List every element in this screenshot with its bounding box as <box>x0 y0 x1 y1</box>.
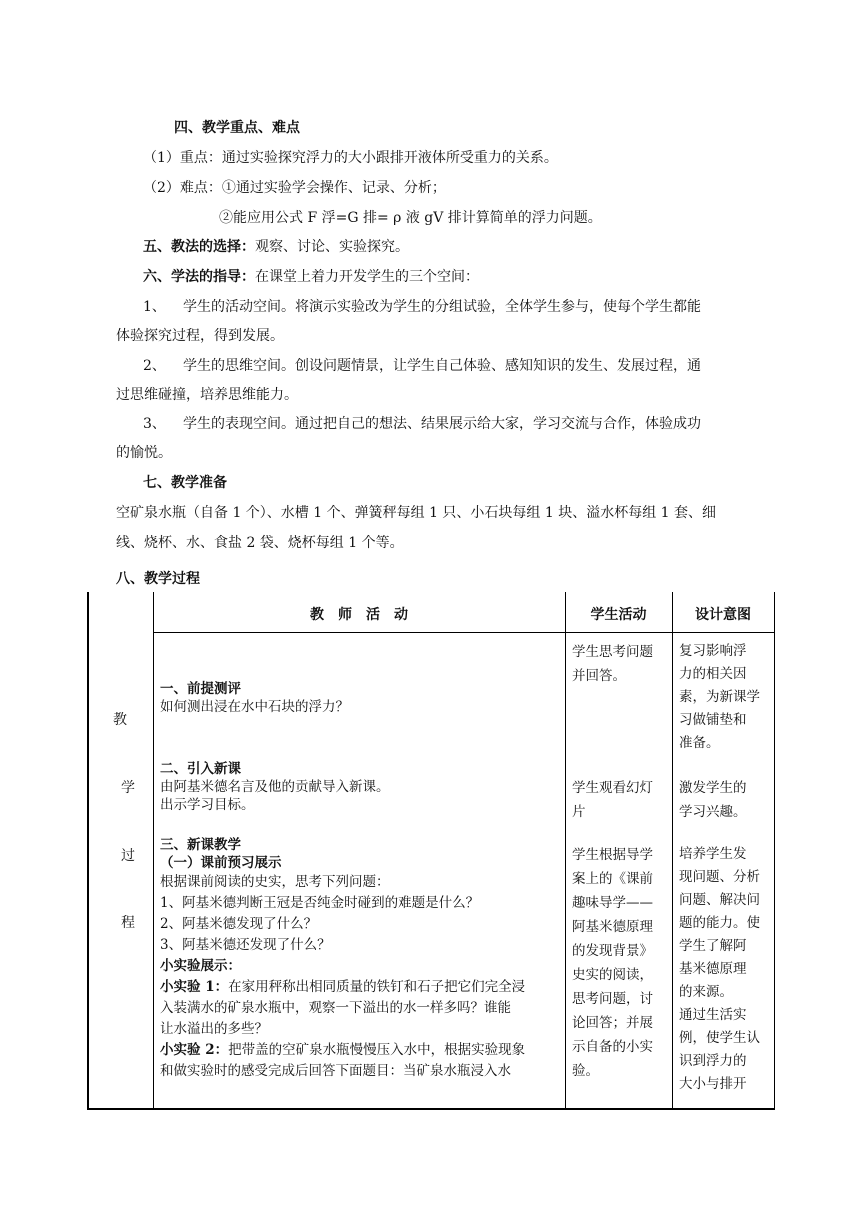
design-3-line10: 识到浮力的 <box>679 1053 747 1069</box>
experiment-1-line1 <box>160 977 525 998</box>
table-divider-1 <box>153 592 154 1110</box>
teaching-process-table <box>87 592 775 1110</box>
student-block-1 <box>572 640 653 688</box>
section6-item2-num: 2、 <box>143 358 166 374</box>
design-3-line6: 基米德原理 <box>679 961 747 977</box>
design-3-line9: 例，使学生认 <box>679 1030 760 1046</box>
section6-item3-num: 3、 <box>143 416 166 432</box>
design-2-line2: 学习兴趣。 <box>679 804 747 820</box>
experiment-2-label: 小实验 2： <box>160 1042 229 1058</box>
teacher-heading-3a: （一）课前预习展示 <box>160 855 282 871</box>
section6-item1-num: 1、 <box>143 299 166 315</box>
table-border-left <box>87 592 89 1110</box>
section5-heading: 五、教法的选择： <box>143 239 255 255</box>
experiment-show-heading: 小实验展示： <box>160 958 241 974</box>
table-border-bottom <box>87 1108 775 1110</box>
teacher-heading-2: 二、引入新课 <box>160 761 241 777</box>
section6-item2-line2: 过思维碰撞，培养思维能力。 <box>116 387 298 403</box>
experiment-2-text: 把带盖的空矿泉水瓶慢慢压入水中，根据实验现象 <box>228 1042 526 1058</box>
side-label-2: 学 <box>121 780 135 796</box>
key-point-text: （1）重点：通过实验探究浮力的大小跟排开液体所受重力的关系。 <box>143 150 558 166</box>
section6-item2-line1: 学生的思维空间。创设问题情景，让学生自己体验、感知知识的发生、发展过程，通 <box>183 358 701 374</box>
header-design-intent: 设计意图 <box>695 607 751 623</box>
header-bottom-line <box>153 632 775 633</box>
student-2-line1: 学生观看幻灯 <box>572 780 653 796</box>
design-3-line2: 现问题、分析 <box>679 869 760 885</box>
design-3-line5: 学生了解阿 <box>679 938 747 954</box>
student-3-line6: 史实的阅读， <box>572 967 653 983</box>
section8-heading: 八、教学过程 <box>116 571 200 587</box>
experiment-1-line2: 入装满水的矿泉水瓶中，观察一下溢出的水一样多吗？谁能 <box>160 1000 511 1016</box>
section6-item3-line2: 的愉悦。 <box>116 445 172 461</box>
section6-item3-line1: 学生的表现空间。通过把自己的想法、结果展示给大家，学习交流与合作，体验成功 <box>183 416 701 432</box>
header-teacher-activity: 教 师 活 动 <box>310 607 408 623</box>
design-1-line5: 准备。 <box>679 735 720 751</box>
side-label-4: 程 <box>121 915 135 931</box>
question-2: 2、阿基米德发现了什么？ <box>160 916 318 932</box>
experiment-1-line3: 让水溢出的多些？ <box>160 1021 268 1037</box>
difficulty-text-1: （2）难点：①通过实验学会操作、记录、分析； <box>143 180 446 196</box>
question-3: 3、阿基米德还发现了什么？ <box>160 937 331 953</box>
experiment-2-line2: 和做实验时的感受完成后回答下面题目：当矿泉水瓶浸入水 <box>160 1063 511 1079</box>
section6 <box>143 267 479 287</box>
section6-heading: 六、学法的指导： <box>143 269 255 285</box>
section6-item1-line1: 学生的活动空间。将演示实验改为学生的分组试验，全体学生参与，使每个学生都能 <box>183 299 701 315</box>
student-1-line1: 学生思考问题 <box>572 644 653 660</box>
question-1: 1、阿基米德判断王冠是否纯金时碰到的难题是什么？ <box>160 895 480 911</box>
teacher-text-3a: 根据课前阅读的史实，思考下列问题： <box>160 874 390 890</box>
design-1-line4: 习做铺垫和 <box>679 712 747 728</box>
teacher-text-2b: 出示学习目标。 <box>160 797 255 813</box>
design-3-line8: 通过生活实 <box>679 1007 747 1023</box>
experiment-1-label: 小实验 1： <box>160 979 229 995</box>
design-3-line3: 问题、解决问 <box>679 892 760 908</box>
teacher-heading-1: 一、前提测评 <box>160 681 241 697</box>
teacher-col <box>160 680 349 716</box>
student-3-line2: 案上的《课前 <box>572 871 653 887</box>
design-3-line4: 题的能力。使 <box>679 915 760 931</box>
student-3-line7: 思考问题，讨 <box>572 991 653 1007</box>
student-3-line3: 趣味导学—— <box>572 895 653 911</box>
section6-item1-line2: 体验探究过程，得到发展。 <box>116 328 284 344</box>
student-3-line9: 示自备的小实 <box>572 1039 653 1055</box>
section7-line2: 线、烧杯、水、食盐 2 袋、烧杯每组 1 个等。 <box>116 535 404 551</box>
side-label-1: 教 <box>113 712 127 728</box>
section7-line1: 空矿泉水瓶（自备 1 个）、水槽 1 个、弹簧秤每组 1 只、小石块每组 1 块、溢水杯每组 1 套、细 <box>116 505 717 521</box>
design-1-line2: 力的相关因 <box>679 666 747 682</box>
teacher-heading-3: 三、新课教学 <box>160 837 241 853</box>
design-3-line11: 大小与排开 <box>679 1076 747 1092</box>
student-3-line1: 学生根据导学 <box>572 847 653 863</box>
section5-text: 观察、讨论、实验探究。 <box>255 239 409 255</box>
section4-heading: 四、教学重点、难点 <box>174 120 300 136</box>
table-divider-2 <box>565 592 566 1110</box>
teacher-text-2a: 由阿基米德名言及他的贡献导入新课。 <box>160 779 390 795</box>
table-border-right <box>774 592 775 1110</box>
table-divider-3 <box>672 592 673 1110</box>
student-block-3 <box>572 843 653 1083</box>
experiment-1-text: 在家用秤称出相同质量的铁钉和石子把它们完全浸 <box>228 979 526 995</box>
design-3-line1: 培养学生发 <box>679 846 747 862</box>
teacher-block-3 <box>160 836 525 1082</box>
design-1-line3: 素，为新课学 <box>679 689 760 705</box>
design-3-line7: 的来源。 <box>679 984 733 1000</box>
student-3-line10: 验。 <box>572 1063 599 1079</box>
experiment-2-line1 <box>160 1040 525 1061</box>
design-block-2 <box>679 776 747 824</box>
teacher-text-1: 如何测出浸在水中石块的浮力？ <box>160 699 349 715</box>
design-2-line1: 激发学生的 <box>679 780 747 796</box>
difficulty-text-2: ②能应用公式 F 浮=G 排= ρ 液 gV 排计算简单的浮力问题。 <box>219 210 602 226</box>
design-1-line1: 复习影响浮 <box>679 643 747 659</box>
student-3-line8: 论回答；并展 <box>572 1015 653 1031</box>
student-3-line5: 的发现背景》 <box>572 943 653 959</box>
header-student-activity: 学生活动 <box>590 607 647 623</box>
student-block-2 <box>572 776 653 824</box>
teacher-block-2 <box>160 760 390 814</box>
student-1-line2: 并回答。 <box>572 668 626 684</box>
design-block-1 <box>679 640 760 755</box>
side-label-3: 过 <box>121 848 135 864</box>
section6-text: 在课堂上着力开发学生的三个空间： <box>255 269 479 285</box>
student-3-line4: 阿基米德原理 <box>572 919 653 935</box>
section7-heading: 七、教学准备 <box>143 475 227 491</box>
section5 <box>143 237 409 257</box>
student-2-line2: 片 <box>572 804 586 820</box>
design-block-3 <box>679 843 760 1096</box>
